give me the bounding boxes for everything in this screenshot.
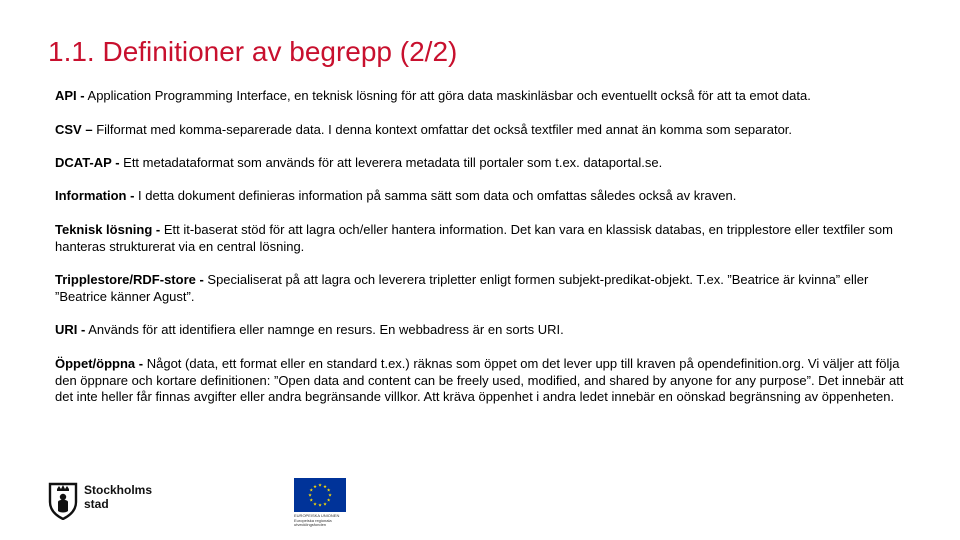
definition-teknisk-losning (55, 222, 910, 255)
city-crest-icon (48, 480, 78, 520)
wordmark-line2: stad (84, 497, 109, 511)
eu-star-icon: ★ (307, 492, 313, 498)
definition-text: Ett metadataformat som används för att leverera metadata till portaler som t.ex. dataportal.se. (119, 155, 663, 170)
stockholms-stad-wordmark (84, 483, 152, 511)
definition-term: CSV – (55, 122, 93, 137)
eu-star-icon: ★ (317, 482, 323, 488)
definition-dcat-ap (55, 155, 662, 172)
eu-caption-line3: utvecklingsfonden (294, 522, 327, 528)
eu-star-icon: ★ (326, 497, 331, 503)
definition-api (55, 88, 811, 105)
eu-star-icon: ★ (327, 492, 333, 498)
definition-term: Tripplestore/RDF-store - (55, 272, 204, 287)
definition-term: URI - (55, 322, 86, 337)
definition-term: Teknisk lösning - (55, 222, 161, 237)
definition-term: Öppet/öppna - (55, 356, 144, 371)
eu-star-icon: ★ (317, 502, 323, 508)
definition-text: Application Programming Interface, en teknisk lösning för att göra data maskinläsbar och eventuellt också för att ta emot data. (84, 88, 811, 103)
eu-caption-line1: EUROPEISKA UNIONEN (294, 513, 340, 518)
eu-flag-icon (294, 478, 346, 512)
eu-star-icon: ★ (322, 501, 328, 507)
definition-text: Filformat med komma-separerade data. I denna kontext omfattar det också textfiler med annat än komma som separator. (92, 122, 793, 137)
definition-text: Något (data, ett format eller en standard t.ex.) räknas som öppet om det lever upp till kraven på opendefinition.org. Vi väljer att följa den öppnare och kortare definitionen: ”Open data and content can be freely used, modified, and shared by anyone for any purpose”. Det innebär att det inte heller får finnas avgifter eller andra begränsande villkor. Att kräva öppenhet i andra ledet innebär en oönskad begränsning av öppenheten. (55, 356, 904, 404)
eu-caption (294, 514, 346, 528)
eu-star-icon: ★ (312, 483, 318, 489)
definition-term: DCAT-AP - (55, 155, 120, 170)
footer-logos (48, 478, 368, 530)
definition-term: Information - (55, 188, 135, 203)
definition-information (55, 188, 736, 205)
eu-star-icon: ★ (326, 487, 331, 493)
definition-csv (55, 122, 792, 139)
eu-star-icon: ★ (322, 483, 328, 489)
definition-text: Används för att identifiera eller namnge en resurs. En webbadress är en sorts URI. (85, 322, 564, 337)
page-title: 1.1. Definitioner av begrepp (2/2) (48, 36, 458, 67)
definition-text: Ett it-baserat stöd för att lagra och/eller hantera information. Det kan vara en klassisk databas, en tripplestore eller textfiler som hanteras strukturerat via en central lösning. (55, 222, 893, 254)
eu-logo (294, 478, 346, 528)
stockholms-stad-logo (48, 478, 168, 520)
wordmark-line1: Stockholms (84, 483, 153, 497)
definition-uri (55, 322, 564, 339)
eu-star-icon: ★ (309, 487, 314, 493)
eu-caption-line2: Europeiska regionala (294, 517, 332, 523)
eu-star-icon: ★ (309, 497, 314, 503)
definition-text: I detta dokument definieras information på samma sätt som data och omfattas således också av kraven. (134, 188, 737, 203)
definition-oppet (55, 356, 910, 406)
definition-text: Specialiserat på att lagra och leverera tripletter enligt formen subjekt-predikat-objekt. T.ex. ”Beatrice är kvinna” eller ”Beatrice känner Agust”. (55, 272, 869, 304)
definition-tripplestore (55, 272, 910, 305)
definition-term: API - (55, 88, 85, 103)
eu-star-icon: ★ (312, 501, 318, 507)
